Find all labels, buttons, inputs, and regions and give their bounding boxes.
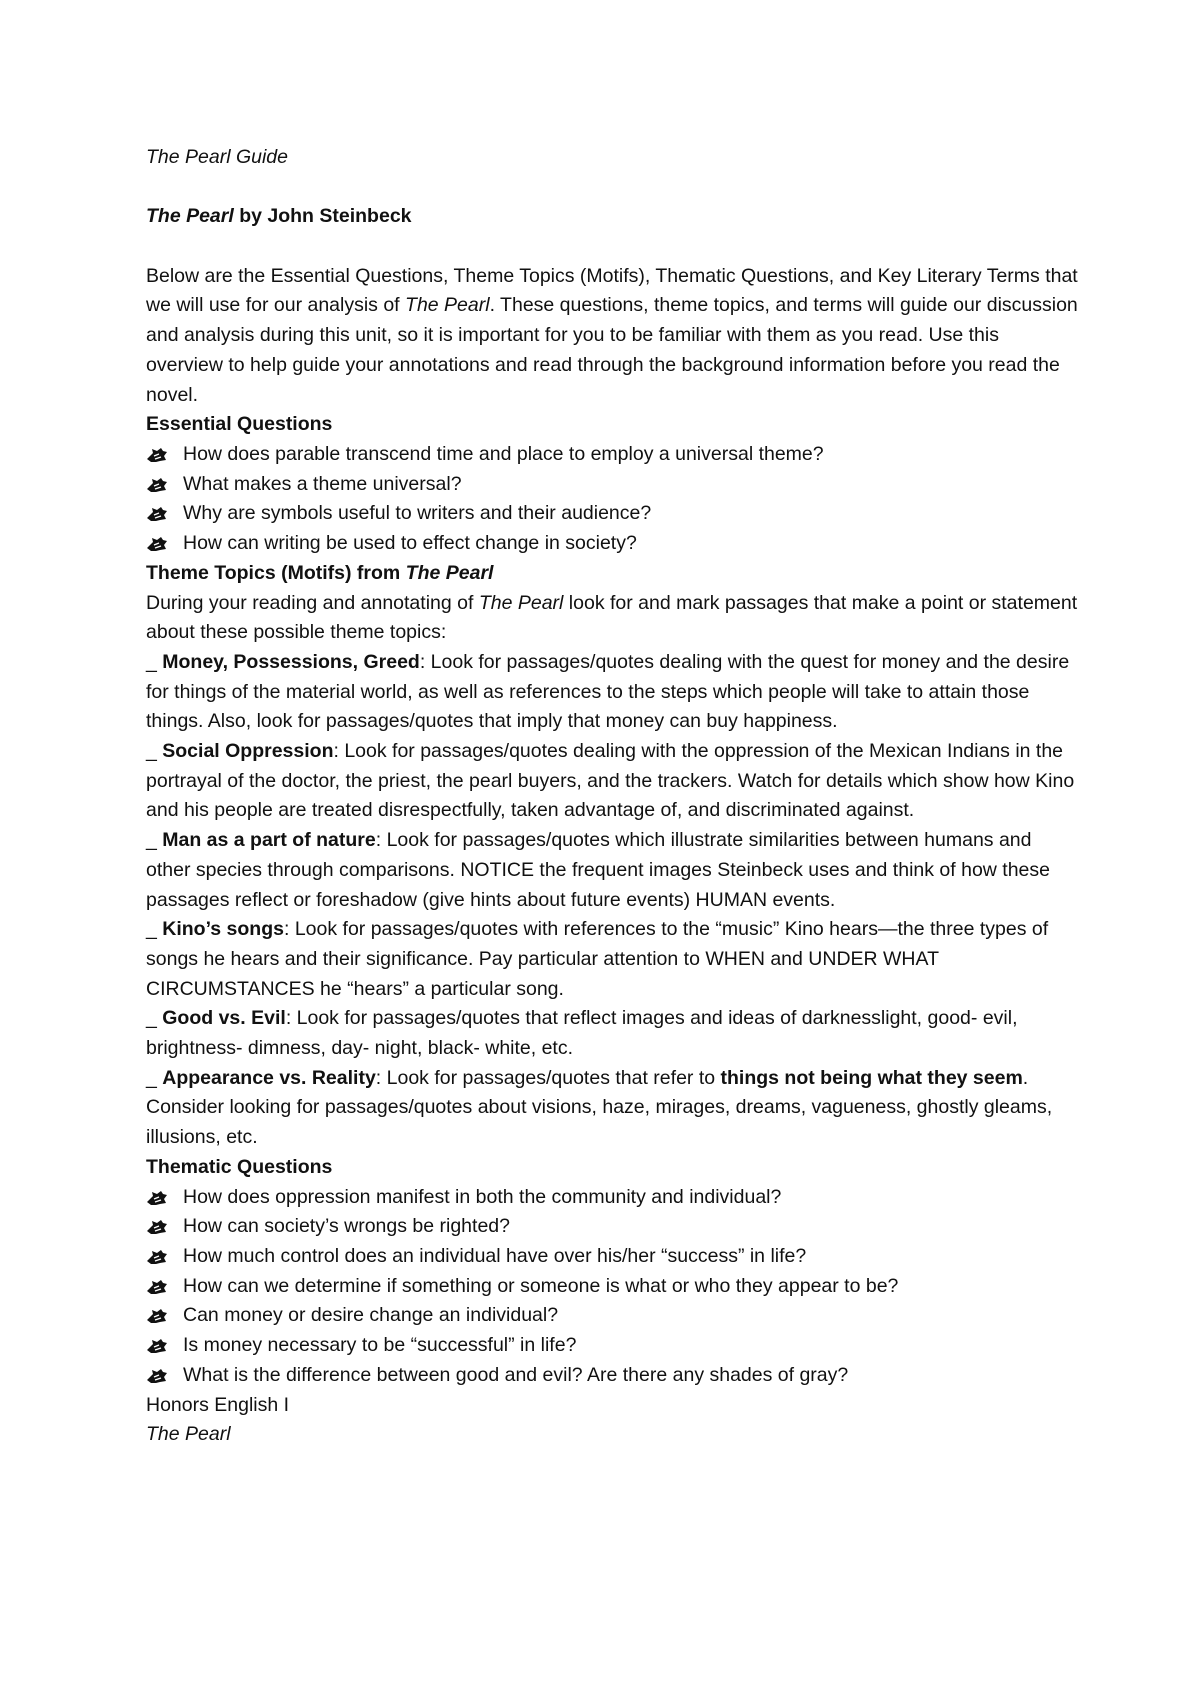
topic-prefix: _	[146, 740, 163, 763]
theme-topic	[146, 1064, 1080, 1153]
pen-hand-bullet-icon	[146, 1308, 168, 1324]
topic-text: : Look for passages/quotes dealing with the oppression of the Mexican Indians in the portrayal of the doctor, the priest, the pearl buyers, and the trackers. Watch for details which show how Kino and his people are treated disrespectfully, taken advantage of, and discriminated against.	[146, 740, 1075, 822]
footer-course: Honors English I	[146, 1393, 290, 1416]
topic-bold-phrase: things not being what they seem	[720, 1066, 1023, 1089]
topic-prefix: _	[146, 918, 163, 941]
theme-topics-intro	[146, 589, 1080, 648]
document-title	[146, 202, 1080, 232]
pen-hand-bullet-icon	[146, 477, 168, 493]
pen-hand-bullet-icon	[146, 447, 168, 463]
list-item-text: Why are symbols useful to writers and their audience?	[183, 502, 652, 525]
pen-hand-bullet-icon	[146, 1368, 168, 1384]
topic-term: Social Oppression	[162, 740, 334, 763]
list-item	[146, 1331, 1080, 1361]
essential-questions-heading: Essential Questions	[146, 413, 333, 436]
pen-hand-bullet-icon	[146, 1219, 168, 1235]
pen-hand-bullet-icon	[146, 1338, 168, 1354]
topic-prefix: _	[146, 1007, 163, 1030]
thematic-questions-heading: Thematic Questions	[146, 1155, 333, 1178]
intro-paragraph	[146, 262, 1080, 411]
list-item-text: Can money or desire change an individual?	[183, 1304, 559, 1327]
topic-prefix: _	[146, 1066, 163, 1089]
topic-text: . Consider looking for passages/quotes about visions, haze, mirages, dreams, vagueness, ghostly gleams, illusions, etc.	[146, 1066, 1053, 1149]
thematic-questions-list	[146, 1183, 1080, 1391]
list-item-text: What makes a theme universal?	[183, 472, 462, 495]
pen-hand-bullet-icon	[146, 1190, 168, 1206]
list-item-text: How can we determine if something or someone is what or who they appear to be?	[183, 1274, 899, 1297]
topic-text: : Look for passages/quotes with references to the “music” Kino hears—the three types of songs he hears and their significance. Pay particular attention to WHEN and UNDER WHAT CIRCUMSTANCES he “hears” a particular song.	[146, 918, 1049, 1000]
intro-text-2: . These questions, theme topics, and terms will guide our discussion and analysis during this unit, so it is important for you to be familiar with them as you read. Use this overview to help guide your annotations and read through the background information before you read the novel.	[146, 294, 1078, 406]
list-item-text: How much control does an individual have over his/her “success” in life?	[183, 1244, 807, 1267]
title-author: by John Steinbeck	[233, 205, 412, 228]
topic-prefix: _	[146, 650, 163, 673]
spacer	[146, 232, 1080, 262]
list-item	[146, 1242, 1080, 1272]
list-item-text: Is money necessary to be “successful” in life?	[183, 1334, 577, 1357]
pen-hand-bullet-icon	[146, 1249, 168, 1265]
topic-text: : Look for passages/quotes dealing with the quest for money and the desire for things of the material world, as well as references to the steps which people will take to attain those things. Also, look for passages/quotes that imply that money can buy happiness.	[146, 650, 1070, 733]
topic-text: : Look for passages/quotes that refer to	[375, 1066, 721, 1089]
topic-term: Appearance vs. Reality	[162, 1066, 376, 1089]
topic-term: Money, Possessions, Greed	[162, 650, 420, 673]
title-book: The Pearl	[146, 205, 234, 228]
list-item	[146, 1272, 1080, 1302]
theme-topic	[146, 915, 1080, 1004]
intro-book: The Pearl	[405, 294, 490, 317]
pen-hand-bullet-icon	[146, 506, 168, 522]
list-item	[146, 440, 1080, 470]
list-item-text: How can society’s wrongs be righted?	[183, 1215, 510, 1238]
theme-heading-book: The Pearl	[405, 561, 494, 584]
theme-intro-book: The Pearl	[478, 591, 564, 614]
list-item	[146, 470, 1080, 500]
list-item	[146, 1301, 1080, 1331]
list-item	[146, 1361, 1080, 1391]
theme-topics-heading	[146, 559, 1080, 589]
theme-topic	[146, 648, 1080, 737]
topic-term: Kino’s songs	[162, 918, 284, 941]
spacer	[146, 173, 1080, 203]
topic-term: Good vs. Evil	[162, 1007, 286, 1030]
theme-intro-text-2: look for and mark passages that make a point or statement about these possible theme topics:	[146, 591, 1078, 644]
pen-hand-bullet-icon	[146, 1279, 168, 1295]
theme-heading-text: Theme Topics (Motifs) from	[146, 561, 406, 584]
theme-topic	[146, 1004, 1080, 1063]
footer-book: The Pearl	[146, 1423, 231, 1446]
list-item	[146, 499, 1080, 529]
theme-topic	[146, 737, 1080, 826]
topic-term: Man as a part of nature	[162, 829, 376, 852]
list-item-text: How does parable transcend time and place to employ a universal theme?	[183, 443, 824, 465]
theme-topic	[146, 826, 1080, 915]
intro-text-1: Below are the Essential Questions, Theme Topics (Motifs), Thematic Questions, and Key Literary Terms that we will use for our analysis of	[146, 264, 1078, 317]
list-item	[146, 529, 1080, 559]
list-item-text: What is the difference between good and evil? Are there any shades of gray?	[183, 1363, 849, 1386]
list-item	[146, 1183, 1080, 1213]
pen-hand-bullet-icon	[146, 536, 168, 552]
topic-text: : Look for passages/quotes which illustrate similarities between humans and other species through comparisons. NOTICE the frequent images Steinbeck uses and think of how these passages reflect or foreshadow (give hints about future events) HUMAN events.	[146, 829, 1050, 911]
topic-prefix: _	[146, 829, 163, 852]
header-title: The Pearl Guide	[146, 146, 288, 168]
theme-intro-text-1: During your reading and annotating of	[146, 591, 479, 614]
essential-questions-list	[146, 440, 1080, 559]
list-item-text: How does oppression manifest in both the community and individual?	[183, 1185, 782, 1208]
list-item-text: How can writing be used to effect change in society?	[183, 532, 637, 555]
topic-text: : Look for passages/quotes that reflect images and ideas of darknesslight, good- evil, brightness- dimness, day- night, black- white, etc.	[146, 1007, 1018, 1060]
list-item	[146, 1212, 1080, 1242]
